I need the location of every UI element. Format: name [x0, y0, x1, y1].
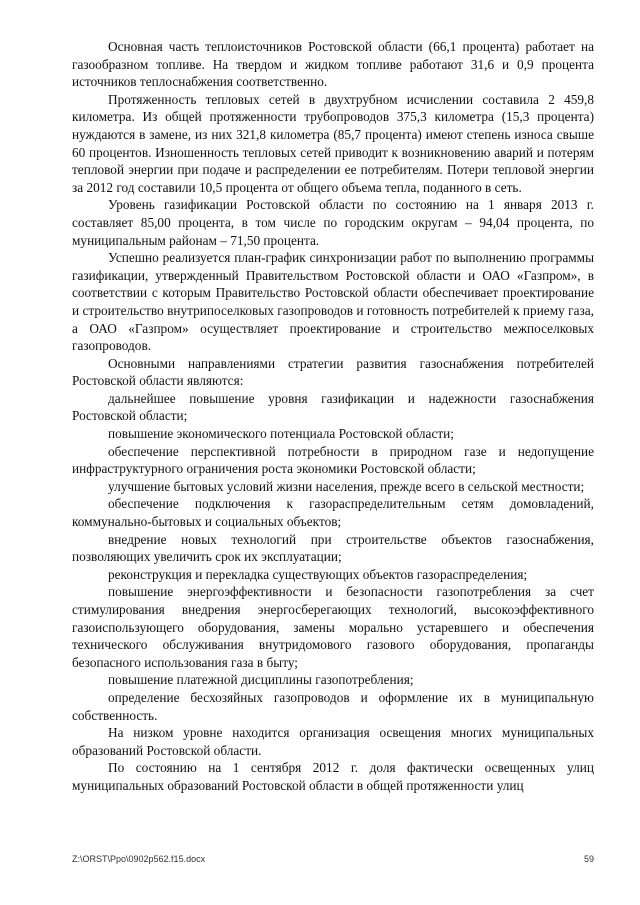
list-item: внедрение новых технологий при строительстве объектов газоснабжения, позволяющих увеличить срок их эксплуатации; [72, 531, 594, 565]
paragraph-gazprom-schedule: Успешно реализуется план-график синхронизации работ по выполнению программы газификации, утвержденный Правительством Ростовской области и ОАО «Газпром», в соответствии с которым Правительство Ростовской области обеспечивает проектирование и строительство внутрипоселковых газопроводов и готовность потребителей к приему газа, а ОАО «Газпром» осуществляет проектирование и строительство межпоселковых газопроводов. [72, 250, 594, 354]
paragraph-lighting-share: По состоянию на 1 сентября 2012 г. доля фактически освещенных улиц муниципальных образований Ростовской области в общей протяженности улиц [72, 760, 594, 793]
list-item: определение бесхозяйных газопроводов и оформление их в муниципальную собственность. [72, 689, 594, 723]
list-item: дальнейшее повышение уровня газификации и надежности газоснабжения Ростовской области; [72, 390, 594, 424]
list-item: обеспечение перспективной потребности в природном газе и недопущение инфраструктурного ограничения роста экономики Ростовской области; [72, 443, 594, 477]
document-body [72, 38, 594, 795]
list-item: реконструкция и перекладка существующих объектов газораспределения; [108, 566, 528, 582]
paragraph-strategy-intro: Основными направлениями стратегии развития газоснабжения потребителей Ростовской области являются: [72, 355, 594, 389]
list-item: повышение экономического потенциала Ростовской области; [108, 426, 454, 442]
paragraph-lighting: На низком уровне находится организация освещения многих муниципальных образований Ростовской области. [72, 725, 594, 758]
list-item: улучшение бытовых условий жизни населения, прежде всего в сельской местности; [108, 478, 585, 494]
paragraph-heat-networks: Протяженность тепловых сетей в двухтрубном исчислении составила 2 459,8 километра. Из общей протяженности трубопроводов 375,3 километра (15,3 процента) нуждаются в замене, из них 321,8 километра (85,7 процента) имеют степень износа свыше 60 процентов. Изношенность тепловых сетей приводит к возникновению аварий и потерям тепловой энергии при подаче и распределении ее потребителям. Потери тепловой энергии за 2012 год составили 10,5 процента от общего объема тепла, поданного в сеть. [72, 91, 594, 195]
paragraph-heat-sources: Основная часть теплоисточников Ростовской области (66,1 процента) работает на газообразном топливе. На твердом и жидком топливе работают 31,6 и 0,9 процента источников теплоснабжения соответственно. [72, 39, 594, 90]
list-item: повышение платежной дисциплины газопотребления; [108, 672, 414, 688]
page-number: 59 [583, 854, 594, 864]
paragraph-gasification-level: Уровень газификации Ростовской области по состоянию на 1 января 2013 г. составляет 85,00 процента, в том числе по городским округам – 94,04 процента, по муниципальным районам – 71,50 процента. [72, 197, 594, 248]
list-item: обеспечение подключения к газораспределительным сетям домовладений, коммунально-бытовых и социальных объектов; [72, 496, 594, 530]
file-path: Z:\ORST\Ppo\0902p562.f15.docx [72, 854, 206, 864]
list-item: повышение энергоэффективности и безопасности газопотребления за счет стимулирования внедрения энергосберегающих технологий, высокоэффективного газоиспользующего оборудования, замены морально устаревшего и обеспечения технического обслуживания внутридомового газового оборудования, пропаганды безопасного использования газа в быту; [72, 584, 594, 670]
